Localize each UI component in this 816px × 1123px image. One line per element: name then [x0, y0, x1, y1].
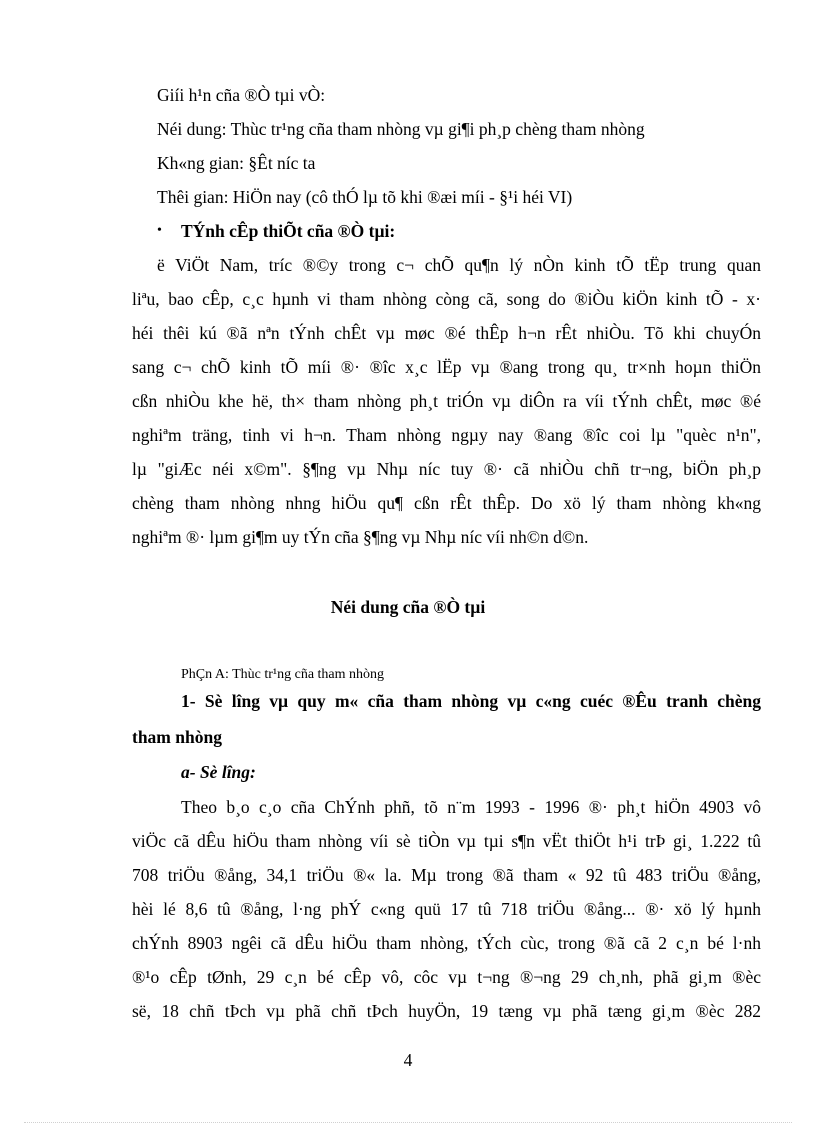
paragraph-line: ®¹o cÊp tØnh, 29 c¸n bé cÊp vô, côc vµ t¬ng ®¬ng 29 ch¸nh, phã gi¸m ®èc — [132, 967, 761, 987]
paragraph-line: héi thêi kú ®ã nªn tÝnh chÊt vµ møc ®é thÊp h¬n rÊt nhiÒu. Tõ khi chuyÓn — [132, 323, 761, 343]
paragraph-line: ë ViÖt Nam, tríc ®©y trong c¬ chÕ qu¶n lý nÒn kinh tÕ tËp trung quan — [157, 255, 761, 275]
subheading-a: a- Sè lîng: — [181, 762, 256, 782]
paragraph-line: nghiªm ®· lµm gi¶m uy tÝn cña §¶ng vµ Nhµ níc víi nh©n d©n. — [132, 527, 589, 547]
scope-content: Néi dung: Thùc tr¹ng cña tham nhòng vµ gi¶i ph¸p chèng tham nhòng — [157, 119, 645, 139]
necessity-heading: TÝnh cÊp thiÕt cña ®Ò tµi: — [181, 221, 396, 241]
paragraph-line: 708 triÖu ®ång, 34,1 triÖu ®« la. Mµ trong ®ã tham « 92 tû 483 triÖu ®ång, — [132, 865, 761, 885]
paragraph-line: lµ "giÆc néi x©m". §¶ng vµ Nhµ níc tuy ®· cã nhiÒu chñ tr¬ng, biÖn ph¸p — [132, 459, 761, 479]
bullet-icon: • — [157, 223, 162, 238]
paragraph-line: chèng tham nhòng nhng hiÖu qu¶ cßn rÊt thÊp. Do xö lý tham nhòng kh«ng — [132, 493, 761, 513]
paragraph-line: nghiªm träng, tinh vi h¬n. Tham nhòng ngµy nay ®ang ®îc coi lµ "quèc n¹n", — [132, 425, 761, 445]
paragraph-line: sang c¬ chÕ kinh tÕ míi ®· ®îc x¸c lËp vµ ®ang trong qu¸ tr×nh hoµn thiÖn — [132, 357, 761, 377]
scope-time: Thêi gian: HiÖn nay (cô thÓ lµ tõ khi ®æi míi - §¹i héi VI) — [157, 187, 573, 207]
page-number: 4 — [403, 1050, 413, 1070]
paragraph-line: viÖc cã dÊu hiÖu tham nhòng víi sè tiÒn vµ tµi s¶n vËt thiÖt h¹i trÞ gi¸ 1.222 tû — [132, 831, 761, 851]
paragraph-line: hèi lé 8,6 tû ®ång, l·ng phÝ c«ng quü 17 tû 718 triÖu ®ång... ®· xö lý hµnh — [132, 899, 761, 919]
part-a-heading: PhÇn A: Thùc tr¹ng cña tham nhòng — [181, 667, 385, 682]
paragraph-line: së, 18 chñ tÞch vµ phã chñ tÞch huyÖn, 19 tæng vµ phã tæng gi¸m ®èc 282 — [132, 1001, 761, 1021]
heading-1: 1- Sè lîng vµ quy m« cña tham nhòng vµ c«ng cuéc ®Êu tranh chèng — [181, 691, 761, 711]
scope-heading: Giíi h¹n cña ®Ò tµi vÒ: — [157, 85, 326, 105]
paragraph-line: liªu, bao cÊp, c¸c hµnh vi tham nhòng còng cã, song do ®iÒu kiÖn kinh tÕ - x· — [132, 289, 761, 309]
scope-space: Kh«ng gian: §Êt níc ta — [157, 153, 316, 173]
paragraph-line: chÝnh 8903 ngêi cã dÊu hiÖu tham nhòng, tÝch cùc, trong ®ã cã 2 c¸n bé l·nh — [132, 933, 761, 953]
section-title: Néi dung cña ®Ò tµi — [330, 597, 486, 617]
heading-1-continued: tham nhòng — [132, 727, 222, 747]
paragraph-line: cßn nhiÒu khe hë, th× tham nhòng ph¸t triÓn vµ diÔn ra víi tÝnh chÊt, møc ®é — [132, 391, 761, 411]
paragraph-line: Theo b¸o c¸o cña ChÝnh phñ, tõ n¨m 1993 - 1996 ®· ph¸t hiÖn 4903 vô — [181, 797, 761, 817]
